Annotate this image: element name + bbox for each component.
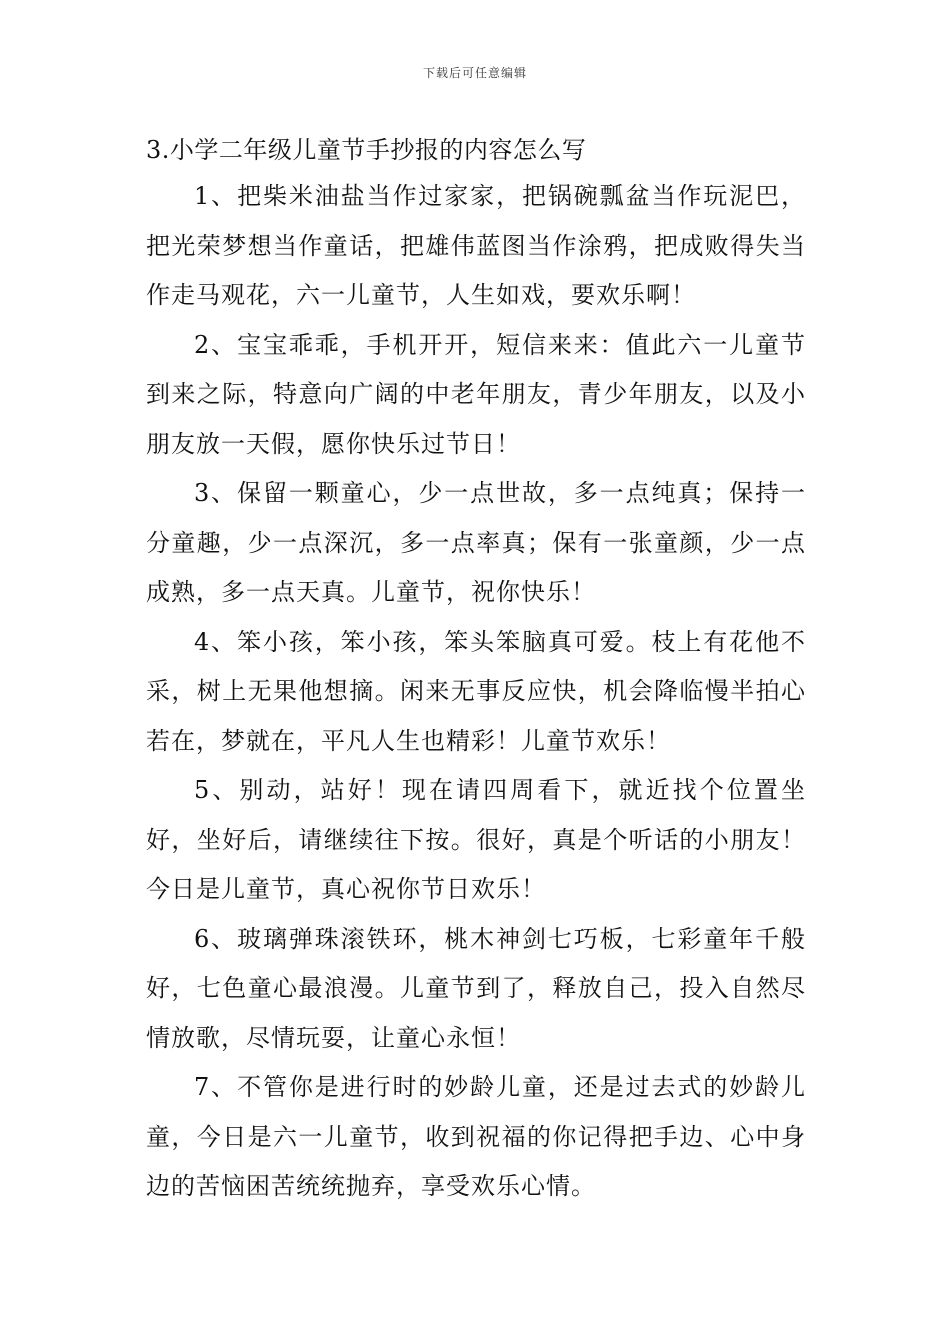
paragraph-1: 1、把柴米油盐当作过家家，把锅碗瓢盆当作玩泥巴，把光荣梦想当作童话，把雄伟蓝图当作涂鸦，把成败得失当作走马观花，六一儿童节，人生如戏，要欢乐啊！ [146,182,806,309]
document-body [146,128,806,1212]
paragraph-5: 5、别动，站好！现在请四周看下，就近找个位置坐好，坐好后，请继续往下按。很好，真是个听话的小朋友！今日是儿童节，真心祝你节日欢乐！ [146,776,806,903]
document-title: 3.小学二年级儿童节手抄报的内容怎么写 [146,136,587,164]
paragraph-4: 4、笨小孩，笨小孩，笨头笨脑真可爱。枝上有花他不采，树上无果他想摘。闲来无事反应快，机会降临慢半拍心若在，梦就在，平凡人生也精彩！儿童节欢乐！ [146,627,806,755]
paragraph-2: 2、宝宝乖乖，手机开开，短信来来：值此六一儿童节到来之际，特意向广阔的中老年朋友，青少年朋友，以及小朋友放一天假，愿你快乐过节日！ [146,330,806,458]
paragraph-7: 7、不管你是进行时的妙龄儿童，还是过去式的妙龄儿童，今日是六一儿童节，收到祝福的你记得把手边、心中身边的苦恼困苦统统抛弃，享受欢乐心情。 [146,1073,806,1200]
paragraph-6: 6、玻璃弹珠滚铁环，桃木神剑七巧板，七彩童年千般好，七色童心最浪漫。儿童节到了，释放自己，投入自然尽情放歌，尽情玩耍，让童心永恒！ [146,924,806,1052]
page-header: 下载后可任意编辑 [422,66,527,80]
paragraph-3: 3、保留一颗童心，少一点世故，多一点纯真；保持一分童趣，少一点深沉，多一点率真；保有一张童颜，少一点成熟，多一点天真。儿童节，祝你快乐！ [146,479,806,606]
